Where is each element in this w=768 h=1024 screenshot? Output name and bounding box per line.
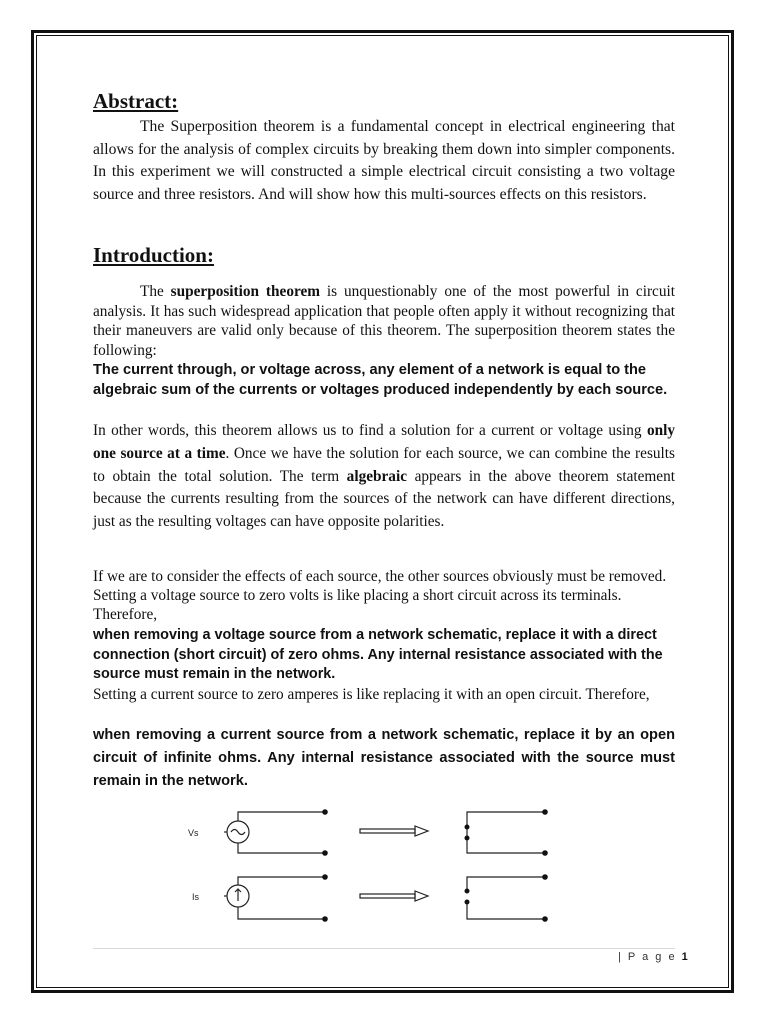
page-footer <box>618 951 688 963</box>
p2-text-b: . Once we have the solution for each source, we can combine the results to obtain the total solution. The term <box>93 444 675 485</box>
open-circuit-result <box>467 877 545 919</box>
p2-text-c: appears in the above theorem statement because the currents resulting from the sources of the network can have different directions, just as the resulting voltages can have opposite polarities. <box>93 467 675 531</box>
p1-text-b: is unquestionably one of the most powerful in circuit analysis. It has such widespread application that people often apply it without recognizing that their maneuvers are valid only because of this theorem. The superposition theorem states the following: <box>93 283 675 359</box>
p2-bold-1: only one source at a time <box>93 422 675 462</box>
introduction-heading: Introduction: <box>93 243 214 267</box>
theorem-statement: The current through, or voltage across, any element of a network is equal to the algebraic sum of the currents or voltages produced independently by each source. <box>93 362 668 398</box>
p2-text-a: In other words, this theorem allows us to find a solution for a current or voltage using <box>93 422 647 439</box>
voltage-source-rule: when removing a voltage source from a network schematic, replace it with a direct connection (short circuit) of zero ohms. Any internal resistance associated with the source must remain in the network. <box>93 627 663 682</box>
p1-text-a: The <box>140 283 171 300</box>
page-number: 1 <box>681 951 688 963</box>
footer-page-word: P a g e <box>627 951 677 963</box>
current-source-rule: when removing a current source from a network schematic, replace it by an open circuit of infinite ohms. Any internal resistance associated with the source must remain in the network. <box>93 727 675 789</box>
abstract-body: The Superposition theorem is a fundamental concept in electrical engineering that allows for the analysis of complex circuits by breaking them down into simpler components. In this experiment we will constructed a simple electrical circuit consisting a two voltage source and three resistors. And will show how this multi-sources effects on this resistors. <box>93 118 675 203</box>
p2-bold-2: algebraic <box>346 467 407 485</box>
current-source-label: Is <box>192 892 200 902</box>
arrow-right-icon <box>360 826 428 836</box>
footer-divider <box>93 948 675 949</box>
current-source-circuit <box>224 877 325 919</box>
short-circuit-result <box>467 812 545 853</box>
introduction-paragraph-1 <box>93 282 675 360</box>
voltage-source-label: Vs <box>188 828 199 838</box>
p1-bold: superposition theorem <box>170 283 321 300</box>
footer-separator: | <box>618 951 623 963</box>
introduction-paragraph-4: Setting a current source to zero amperes is like replacing it with an open circuit. Therefore, <box>93 686 650 703</box>
introduction-paragraph-3: If we are to consider the effects of each source, the other sources obviously must be removed. Setting a voltage source to zero volts is like placing a short circuit across its terminals. Therefore, <box>93 568 667 623</box>
source-replacement-diagram <box>180 805 560 935</box>
abstract-heading: Abstract: <box>93 89 179 113</box>
arrow-right-icon <box>360 891 428 901</box>
introduction-paragraph-2 <box>93 420 675 534</box>
voltage-source-circuit <box>224 812 325 853</box>
